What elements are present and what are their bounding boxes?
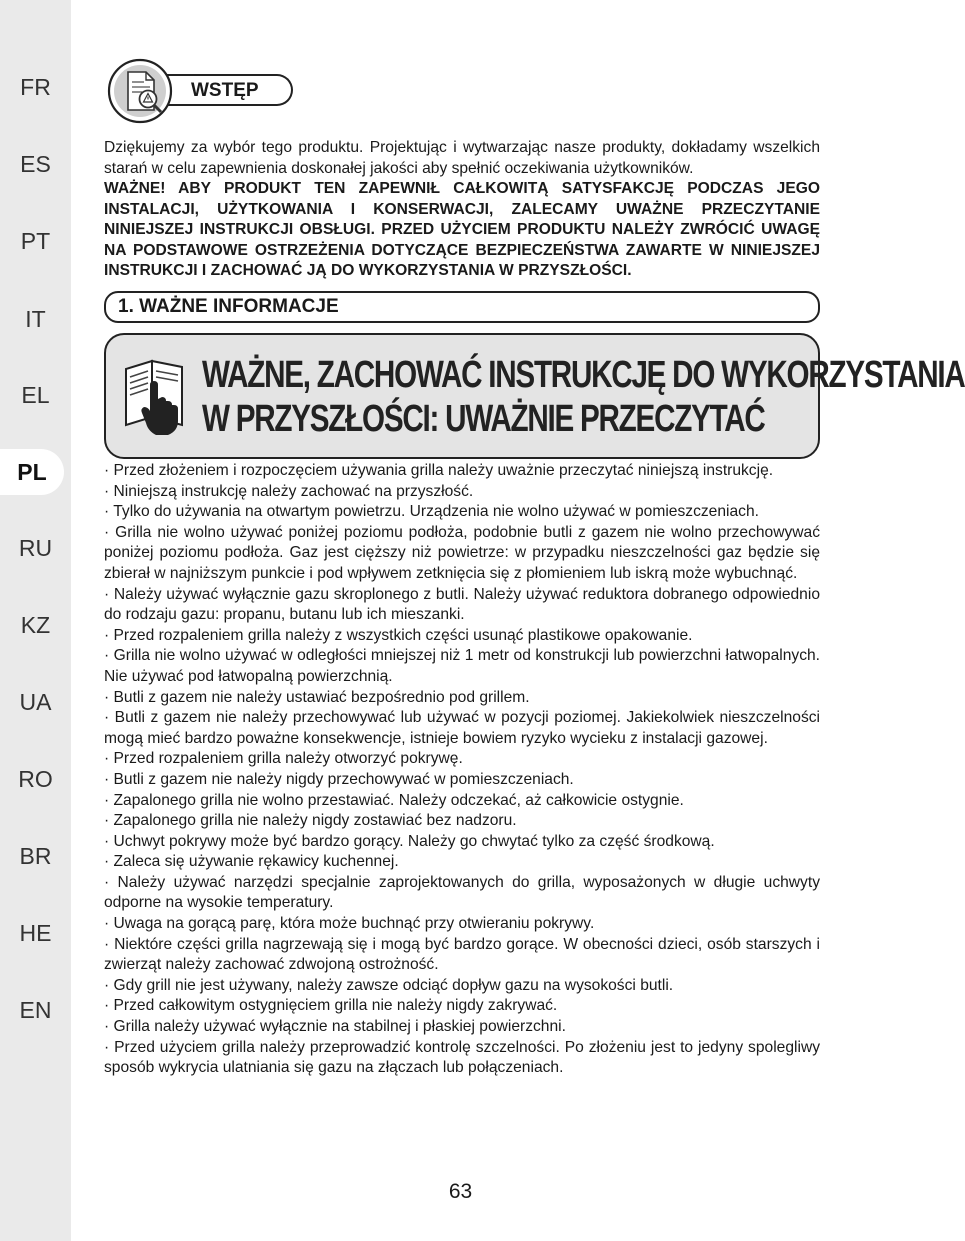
intro-text [104,138,820,282]
list-item: · Uchwyt pokrywy może być bardzo gorący. Należy go chwytać tylko za część środkową. [104,832,715,850]
list-item: · Grilla nie wolno używać poniżej poziomu podłoża, podobnie butli z gazem nie wolno przechowywać poniżej poziomu podłoża. Gaz jest cięższy niż powietrze: w przypadku nieszczelności gaz będzie się zbierał w najniższym punkcie i pod wpływem zetknięcia się z płomieniem lub iskrą może wybuchnąć. [104,523,820,582]
list-item: · Przed użyciem grilla należy przeprowadzić kontrolę szczelności. Po złożeniu jest to jedyny spolegliwy sposób wykrycia ulatniania się gazu na złączach lub połączeniach. [104,1038,820,1077]
page-number: 63 [448,1180,473,1203]
list-item: · Grilla nie wolno używać w odległości mniejszej niż 1 metr od konstrukcji lub powierzchni łatwopalnych. Nie używać pod łatwopalną powierzchnią. [104,647,820,685]
lang-tab-fr[interactable]: FR [20,74,51,100]
list-item: · Butli z gazem nie należy nigdy przechowywać w pomieszczeniach. [104,770,574,788]
list-item: · Przed rozpaleniem grilla należy otworzyć pokrywę. [104,750,463,768]
lang-tab-pt[interactable]: PT [20,228,51,254]
list-item: · Należy używać narzędzi specjalnie zaprojektowanych do grilla, wyposażonych w długie uchwyty odporne na wysokie temperatury. [104,873,820,912]
lang-tab-ro[interactable]: RO [18,766,53,792]
list-item: · Uwaga na gorącą parę, która może buchnąć przy otwieraniu pokrywy. [104,915,595,933]
intro-important-notice: WAŻNE! ABY PRODUKT TEN ZAPEWNIŁ CAŁKOWITĄ SATYSFAKCJĘ PODCZAS JEGO INSTALACJI, UŻYTKOWANIA I KONSERWACJI, ZALECAMY UWAŻNE PRZECZYTANIE NINIEJSZEJ INSTRUKCJI OBSŁUGI. PRZED UŻYCIEM PRODUKTU NALEŻY ZWRÓCIĆ UWAGĘ NA PODSTAWOWE OSTRZEŻENIA DOTYCZĄCE BEZPIECZEŃSTWA ZAWARTE W NINIEJSZEJ INSTRUKCJI I ZACHOWAĆ JĄ DO WYKORZYSTANIA W PRZYSZŁOŚCI. [104,180,820,279]
document-warning-icon [106,58,176,124]
language-sidebar [0,0,71,1241]
intro-heading: WSTĘP [166,74,293,106]
lang-tab-es[interactable]: ES [20,151,51,177]
lang-tab-he[interactable]: HE [19,920,52,946]
lang-tab-it[interactable]: IT [25,306,46,332]
intro-paragraph: Dziękujemy za wybór tego produktu. Projektując i wytwarzając nasze produkty, dokładamy wszelkich starań w celu zapewnienia doskonałej jakości aby spełnić oczekiwania użytkowników. [104,139,820,177]
lang-tab-en[interactable]: EN [19,997,52,1023]
lang-tab-el[interactable]: EL [21,382,50,408]
list-item: · Przed całkowitym ostygnięciem grilla nie należy nigdy zakrywać. [104,997,558,1015]
lang-tab-pl[interactable]: PL [0,449,64,495]
list-item: · Butli z gazem nie należy przechowywać lub używać w pozycji poziomej. Jakiekolwiek nieszczelności mogą mieć bardzo poważne konsekwencje, istnieje bowiem ryzyko wycieku z instalacji gazowej. [104,709,820,747]
warning-heading [202,353,965,441]
list-item: · Niniejszą instrukcję należy zachować na przyszłość. [104,482,474,500]
list-item: · Zapalonego grilla nie wolno przestawiać. Należy odczekać, aż całkowicie ostygnie. [104,791,684,809]
list-item: · Niektóre części grilla nagrzewają się i mogą być bardzo gorące. W obecności dzieci, osób starszych i zwierząt należy zachować zdwojoną ostrożność. [104,935,820,974]
list-item: · Przed rozpaleniem grilla należy z wszystkich części usunąć plastikowe opakowanie. [104,626,693,644]
lang-tab-br[interactable]: BR [19,843,52,869]
lang-tab-ua[interactable]: UA [19,689,52,715]
safety-instructions-list [104,461,820,1079]
section-title: 1. WAŻNE INFORMACJE [104,291,820,323]
list-item: · Butli z gazem nie należy ustawiać bezpośrednio pod grillem. [104,688,530,706]
manual-hand-icon [120,355,190,439]
warning-box [104,333,965,459]
list-item: · Przed złożeniem i rozpoczęciem używania grilla należy uważnie przeczytać niniejszą instrukcję. [104,462,774,479]
list-item: · Tylko do używania na otwartym powietrzu. Urządzenia nie wolno używać w pomieszczeniach. [104,503,759,521]
list-item: · Zaleca się używanie rękawicy kuchennej. [104,853,399,871]
list-item: · Gdy grill nie jest używany, należy zawsze odciąć dopływ gazu na wysokości butli. [104,976,674,994]
list-item: · Zapalonego grilla nie należy nigdy zostawiać bez nadzoru. [104,812,517,830]
list-item: · Należy używać wyłącznie gazu skroplonego z butli. Należy używać reduktora dobranego odpowiednio do rodzaju gazu: propanu, butanu lub ich mieszanki. [104,585,820,624]
warning-line-2: W PRZYSZŁOŚCI: UWAŻNIE PRZECZYTAĆ [202,398,765,440]
warning-line-1: WAŻNE, ZACHOWAĆ INSTRUKCJĘ DO WYKORZYSTANIA [202,354,965,396]
lang-tab-kz[interactable]: KZ [20,612,51,638]
lang-tab-ru[interactable]: RU [18,535,53,561]
list-item: · Grilla należy używać wyłącznie na stabilnej i płaskiej powierzchni. [104,1018,566,1036]
